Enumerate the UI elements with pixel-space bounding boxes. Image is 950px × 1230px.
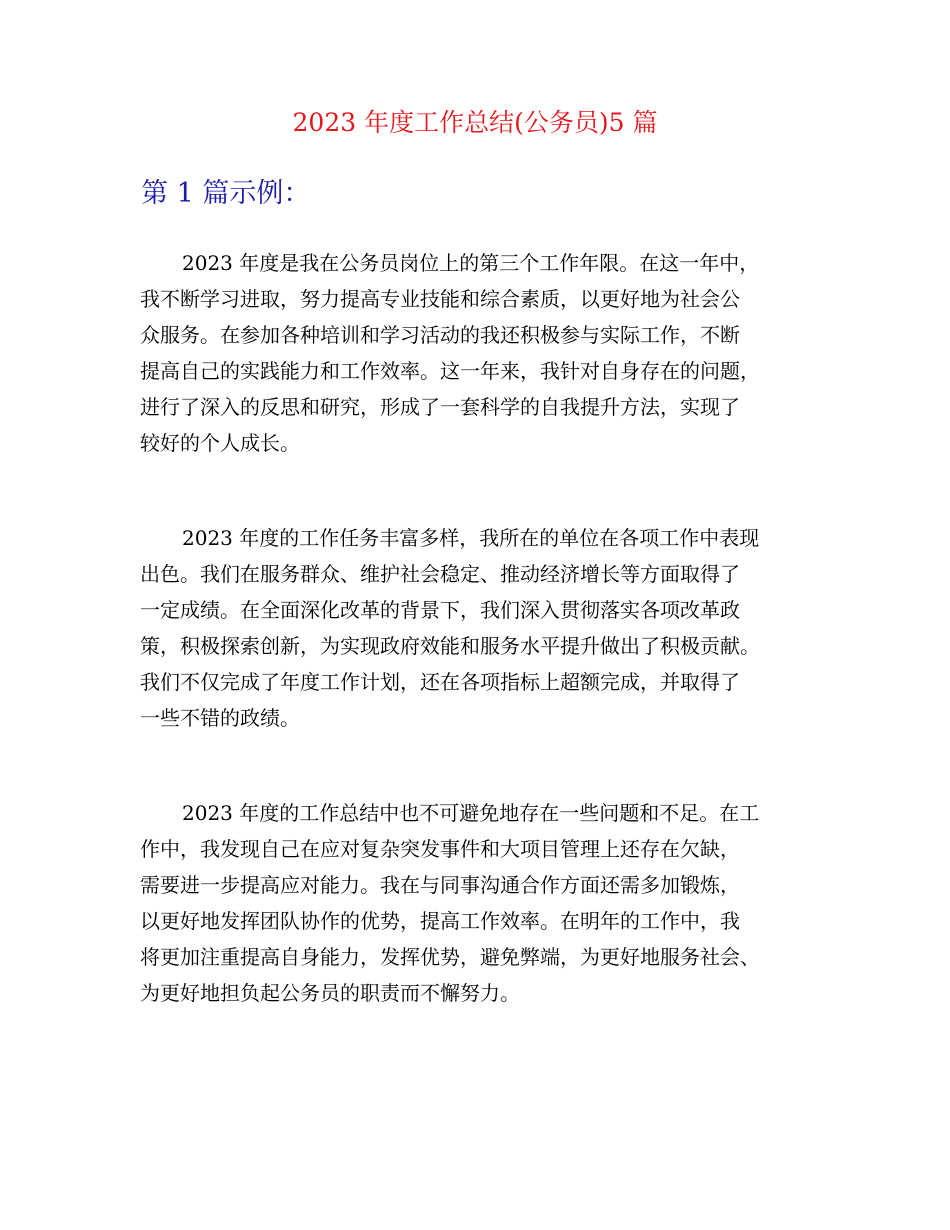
paragraph-line: 2023 年度是我在公务员岗位上的第三个工作年限。在这一年中，: [182, 251, 760, 275]
document-title: 2023 年度工作总结(公务员)5 篇: [292, 108, 658, 137]
paragraph-line: 进行了深入的反思和研究，形成了一套科学的自我提升方法，实现了: [140, 395, 740, 419]
paragraph-line: 众服务。在参加各种培训和学习活动的我还积极参与实际工作，不断: [140, 323, 740, 347]
body-paragraph-3: [140, 795, 820, 1011]
section-heading: 第 1 篇示例：: [141, 178, 311, 209]
paragraph-line: 一些不错的政绩。: [140, 706, 300, 730]
paragraph-line: 2023 年度的工作总结中也不可避免地存在一些问题和不足。在工: [182, 801, 760, 825]
paragraph-line: 将更加注重提高自身能力，发挥优势，避免弊端，为更好地服务社会、: [140, 945, 760, 969]
paragraph-line: 提高自己的实践能力和工作效率。这一年来，我针对自身存在的问题，: [140, 359, 760, 383]
paragraph-line: 作中，我发现自己在应对复杂突发事件和大项目管理上还存在欠缺，: [140, 837, 740, 861]
paragraph-line: 策，积极探索创新，为实现政府效能和服务水平提升做出了积极贡献。: [140, 634, 760, 658]
paragraph-line: 出色。我们在服务群众、维护社会稳定、推动经济增长等方面取得了: [140, 562, 740, 586]
paragraph-line: 我们不仅完成了年度工作计划，还在各项指标上超额完成，并取得了: [140, 670, 740, 694]
body-paragraph-1: [140, 245, 820, 461]
body-paragraph-2: [140, 520, 820, 736]
paragraph-line: 一定成绩。在全面深化改革的背景下，我们深入贯彻落实各项改革政: [140, 598, 740, 622]
paragraph-line: 为更好地担负起公务员的职责而不懈努力。: [140, 981, 520, 1005]
paragraph-line: 较好的个人成长。: [140, 431, 300, 455]
paragraph-line: 2023 年度的工作任务丰富多样，我所在的单位在各项工作中表现: [182, 526, 760, 550]
paragraph-line: 我不断学习进取，努力提高专业技能和综合素质，以更好地为社会公: [140, 287, 740, 311]
paragraph-line: 需要进一步提高应对能力。我在与同事沟通合作方面还需多加锻炼，: [140, 873, 740, 897]
paragraph-line: 以更好地发挥团队协作的优势，提高工作效率。在明年的工作中，我: [140, 909, 740, 933]
